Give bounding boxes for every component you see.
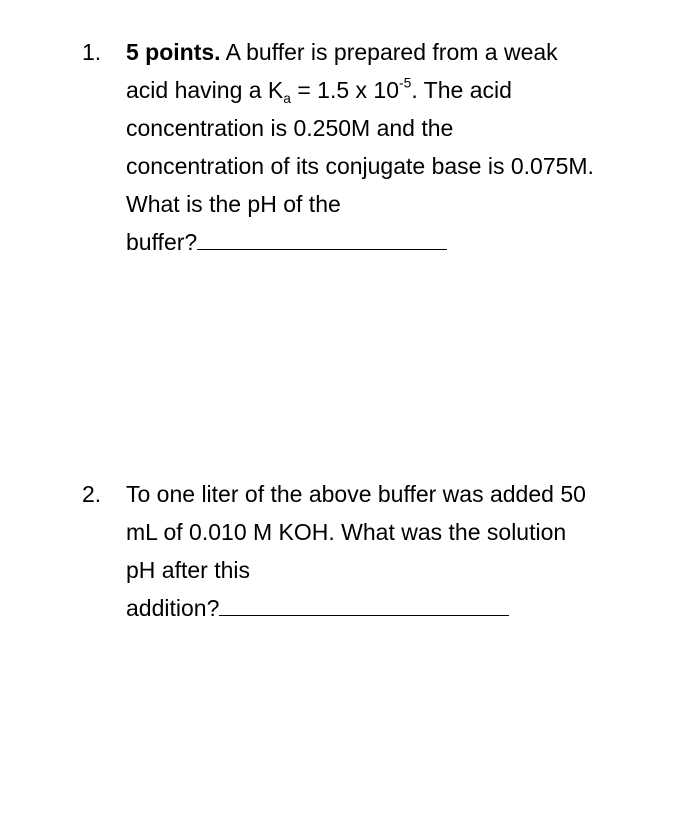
question-1-line-3: concentration is 0.250M and the bbox=[126, 115, 454, 141]
question-1-line-4: concentration of its conjugate base is 0.075M. bbox=[126, 153, 594, 179]
ka-value: = 1.5 x 10 bbox=[290, 77, 400, 103]
question-1-line-6 bbox=[126, 223, 672, 261]
ka-exponent: -5 bbox=[399, 75, 412, 91]
ka-subscript: a bbox=[283, 90, 291, 106]
question-1-line-2 bbox=[126, 71, 672, 109]
question-2-text bbox=[126, 475, 672, 627]
answer-blank-2[interactable] bbox=[219, 593, 509, 616]
ka-suffix: . The acid bbox=[411, 77, 512, 103]
question-2-line-4 bbox=[126, 589, 672, 627]
question-2-prompt: addition? bbox=[126, 595, 220, 621]
question-1 bbox=[82, 33, 672, 261]
question-2 bbox=[82, 475, 672, 627]
question-2-line-2: mL of 0.010 M KOH. What was the solution bbox=[126, 519, 567, 545]
question-1-prompt: buffer? bbox=[126, 229, 198, 255]
question-1-line-5: What is the pH of the bbox=[126, 191, 341, 217]
question-1-line-1-rest: A buffer is prepared from a weak bbox=[220, 39, 558, 65]
question-1-number: 1. bbox=[82, 39, 102, 65]
question-1-line-1 bbox=[126, 33, 672, 71]
answer-blank-1[interactable] bbox=[197, 227, 447, 250]
points-label: 5 points. bbox=[126, 39, 221, 65]
ka-prefix: acid having a K bbox=[126, 77, 284, 103]
question-1-text bbox=[126, 33, 672, 261]
question-2-line-3: pH after this bbox=[126, 557, 250, 583]
question-2-line-1: To one liter of the above buffer was added 50 bbox=[126, 481, 586, 507]
question-2-number: 2. bbox=[82, 481, 102, 507]
